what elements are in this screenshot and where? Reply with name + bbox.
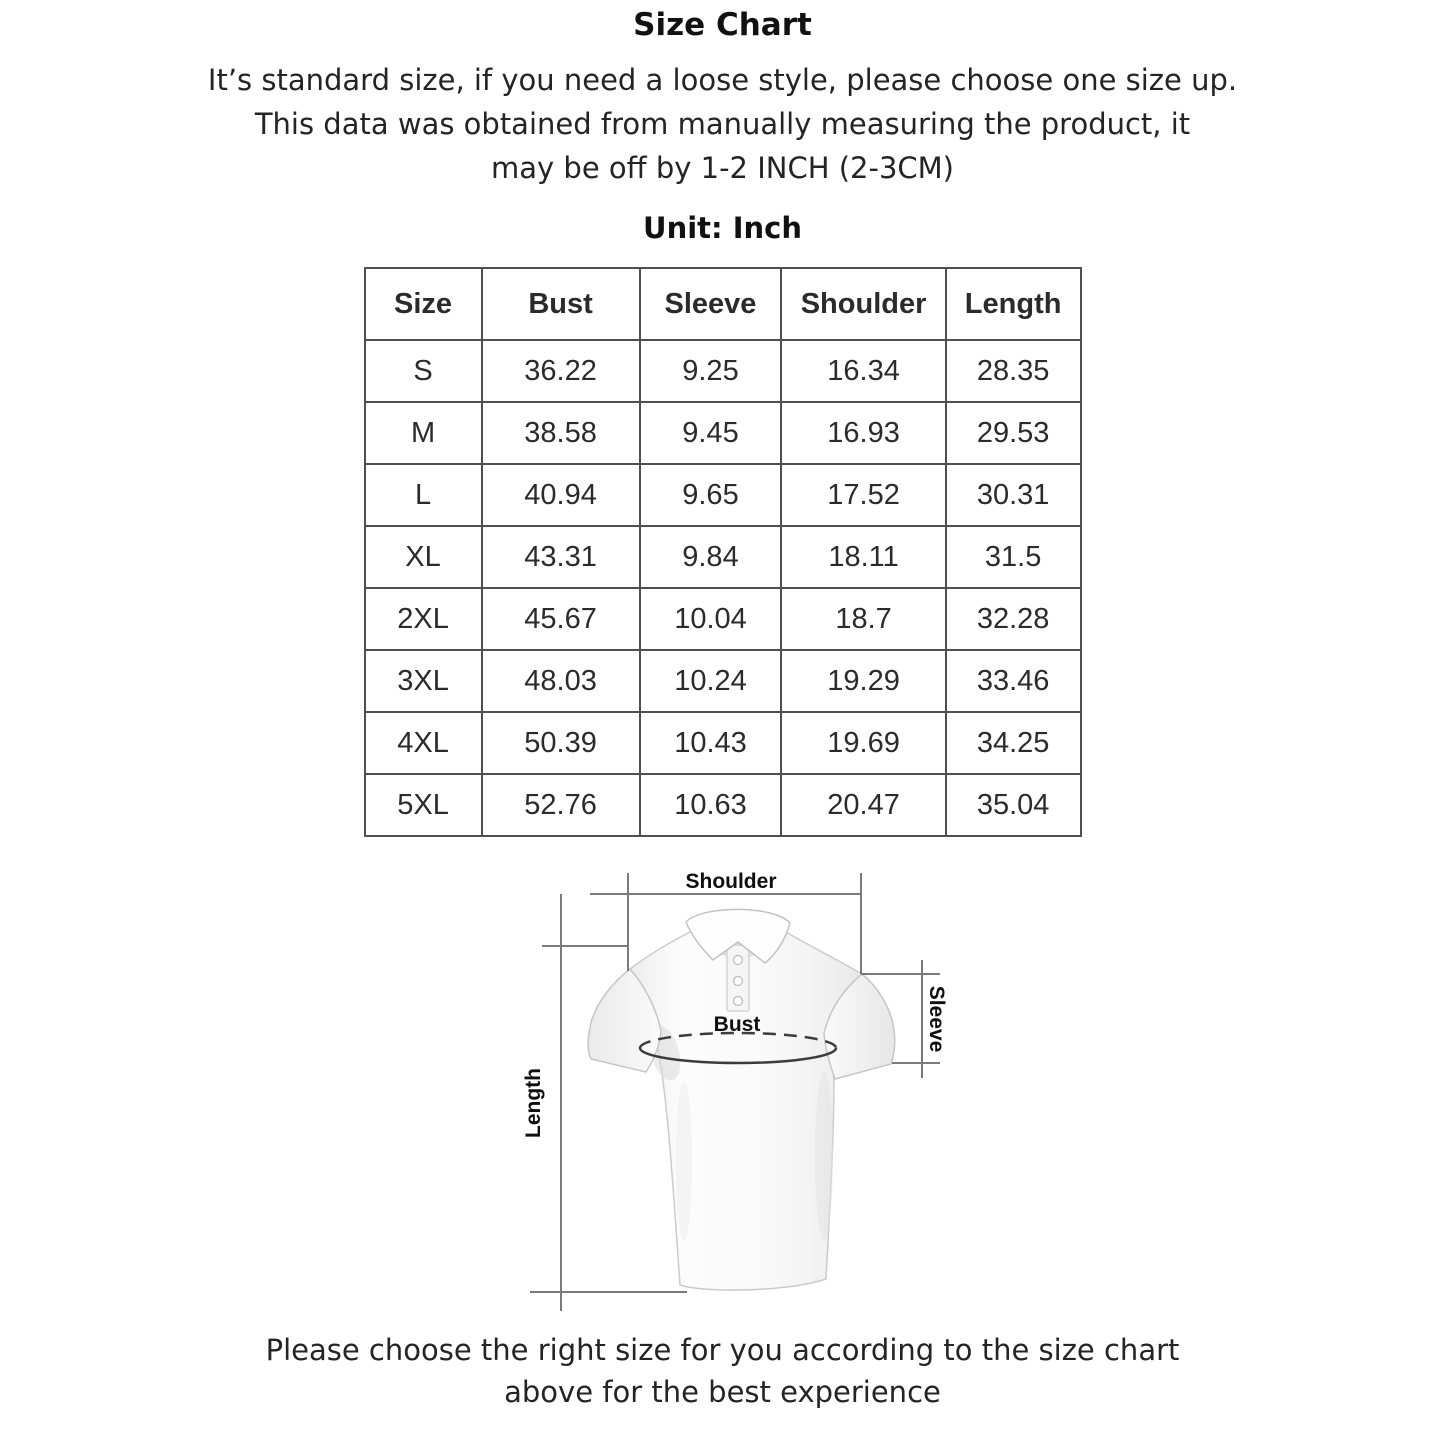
length-label: Length bbox=[522, 1068, 545, 1138]
size-table-cell: 19.29 bbox=[781, 650, 945, 712]
size-table-cell: S bbox=[365, 340, 482, 402]
size-table-row bbox=[365, 464, 1081, 526]
shirt-shading bbox=[815, 1071, 833, 1241]
size-table-row bbox=[365, 588, 1081, 650]
size-table-cell: 30.31 bbox=[946, 464, 1081, 526]
size-table-cell: 48.03 bbox=[482, 650, 640, 712]
size-table-cell: 34.25 bbox=[946, 712, 1081, 774]
size-table-cell: 3XL bbox=[365, 650, 482, 712]
size-table-row bbox=[365, 402, 1081, 464]
size-note bbox=[0, 58, 1445, 190]
size-table-column-header: Shoulder bbox=[781, 268, 945, 340]
size-table-header-row bbox=[365, 268, 1081, 340]
size-table-cell: 33.46 bbox=[946, 650, 1081, 712]
size-table-cell: 28.35 bbox=[946, 340, 1081, 402]
size-table-cell: 16.93 bbox=[781, 402, 945, 464]
size-table-cell: 19.69 bbox=[781, 712, 945, 774]
sleeve-label: Sleeve bbox=[925, 985, 948, 1053]
size-table bbox=[364, 267, 1082, 837]
size-table-cell: 40.94 bbox=[482, 464, 640, 526]
shirt-shading bbox=[676, 1081, 692, 1241]
size-table-cell: 10.04 bbox=[640, 588, 782, 650]
size-note-line: This data was obtained from manually measuring the product, it bbox=[254, 107, 1191, 141]
unit-label: Unit: Inch bbox=[643, 211, 802, 245]
size-table-cell: 31.5 bbox=[946, 526, 1081, 588]
size-table-cell: 45.67 bbox=[482, 588, 640, 650]
size-table-cell: 2XL bbox=[365, 588, 482, 650]
size-table-row bbox=[365, 526, 1081, 588]
size-table-column-header: Bust bbox=[482, 268, 640, 340]
size-table-column-header: Sleeve bbox=[640, 268, 782, 340]
size-table-cell: 52.76 bbox=[482, 774, 640, 836]
size-table-cell: 36.22 bbox=[482, 340, 640, 402]
size-table-cell: 5XL bbox=[365, 774, 482, 836]
shirt-button bbox=[734, 997, 743, 1006]
shoulder-label: Shoulder bbox=[685, 870, 777, 893]
size-table-cell: 9.25 bbox=[640, 340, 782, 402]
size-table-cell: 29.53 bbox=[946, 402, 1081, 464]
size-table-cell: 38.58 bbox=[482, 402, 640, 464]
size-table-cell: 9.65 bbox=[640, 464, 782, 526]
page-title: Size Chart bbox=[633, 7, 812, 43]
size-table-cell: M bbox=[365, 402, 482, 464]
bust-label: Bust bbox=[713, 1013, 761, 1036]
size-table-cell: 50.39 bbox=[482, 712, 640, 774]
size-table-cell: 10.24 bbox=[640, 650, 782, 712]
polo-shirt-illustration bbox=[588, 909, 895, 1290]
footer-note-line: Please choose the right size for you according to the size chart bbox=[265, 1333, 1180, 1367]
size-table-cell: 43.31 bbox=[482, 526, 640, 588]
measurement-diagram bbox=[480, 851, 1000, 1321]
size-note-line: may be off by 1-2 INCH (2-3CM) bbox=[491, 151, 954, 185]
size-table-cell: 18.7 bbox=[781, 588, 945, 650]
size-table-cell: 9.84 bbox=[640, 526, 782, 588]
size-table-column-header: Size bbox=[365, 268, 482, 340]
size-table-row bbox=[365, 340, 1081, 402]
size-table-row bbox=[365, 650, 1081, 712]
size-table-cell: 35.04 bbox=[946, 774, 1081, 836]
size-table-cell: XL bbox=[365, 526, 482, 588]
size-note-line: It’s standard size, if you need a loose style, please choose one size up. bbox=[207, 63, 1238, 97]
size-table-cell: 20.47 bbox=[781, 774, 945, 836]
shirt-button bbox=[734, 977, 743, 986]
size-table-body bbox=[365, 340, 1081, 836]
size-table-cell: 18.11 bbox=[781, 526, 945, 588]
size-table-cell: 32.28 bbox=[946, 588, 1081, 650]
shirt-button bbox=[734, 956, 743, 965]
size-table-cell: L bbox=[365, 464, 482, 526]
size-table-cell: 9.45 bbox=[640, 402, 782, 464]
footer-note bbox=[0, 1329, 1445, 1413]
size-table-row bbox=[365, 774, 1081, 836]
size-table-cell: 4XL bbox=[365, 712, 482, 774]
size-table-cell: 16.34 bbox=[781, 340, 945, 402]
size-table-cell: 10.63 bbox=[640, 774, 782, 836]
size-table-cell: 17.52 bbox=[781, 464, 945, 526]
size-table-row bbox=[365, 712, 1081, 774]
size-table-column-header: Length bbox=[946, 268, 1081, 340]
footer-note-line: above for the best experience bbox=[504, 1375, 941, 1409]
size-table-cell: 10.43 bbox=[640, 712, 782, 774]
